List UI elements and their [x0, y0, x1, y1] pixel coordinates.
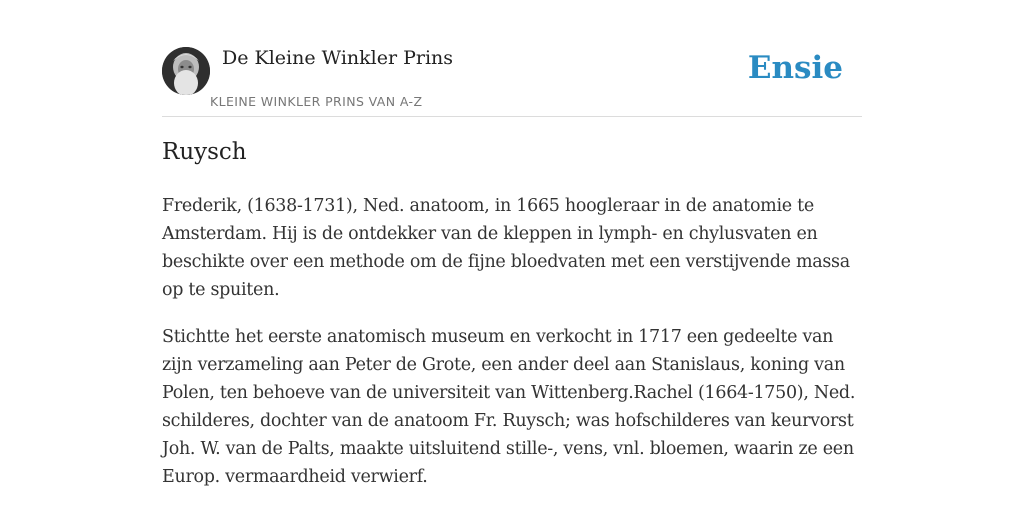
- entry-title: Ruysch: [162, 139, 247, 165]
- book-subtitle[interactable]: KLEINE WINKLER PRINS VAN A-Z: [210, 94, 423, 109]
- entry-paragraph: Stichtte het eerste anatomisch museum en verkocht in 1717 een gedeelte van zijn verzameling aan Peter de Grote, een ander deel aan Stanislaus, koning van Polen, ten behoeve van de universiteit van Wittenberg.Rachel (1664-1750), Ned. schilderes, dochter van de anatoom Fr. Ruysch; was hofschilderes van keurvorst Joh. W. van de Palts, maakte uitsluitend stille-, vens, vnl. bloemen, waarin ze een Europ. vermaardheid verwierf.: [162, 327, 856, 487]
- entry-content: [162, 192, 864, 510]
- author-portrait-icon: [162, 47, 210, 95]
- brand-logo[interactable]: Ensie: [747, 50, 843, 86]
- book-header: [162, 44, 862, 117]
- author-avatar[interactable]: [162, 47, 210, 95]
- entry-paragraph: Frederik, (1638-1731), Ned. anatoom, in 1665 hoogleraar in de anatomie te Amsterdam. Hij is de ontdekker van de kleppen in lymph- en chylusvaten en beschikte over een methode om de fijne bloedvaten met een verstijvende massa op te spuiten.: [162, 196, 850, 300]
- book-title[interactable]: De Kleine Winkler Prins: [222, 47, 454, 69]
